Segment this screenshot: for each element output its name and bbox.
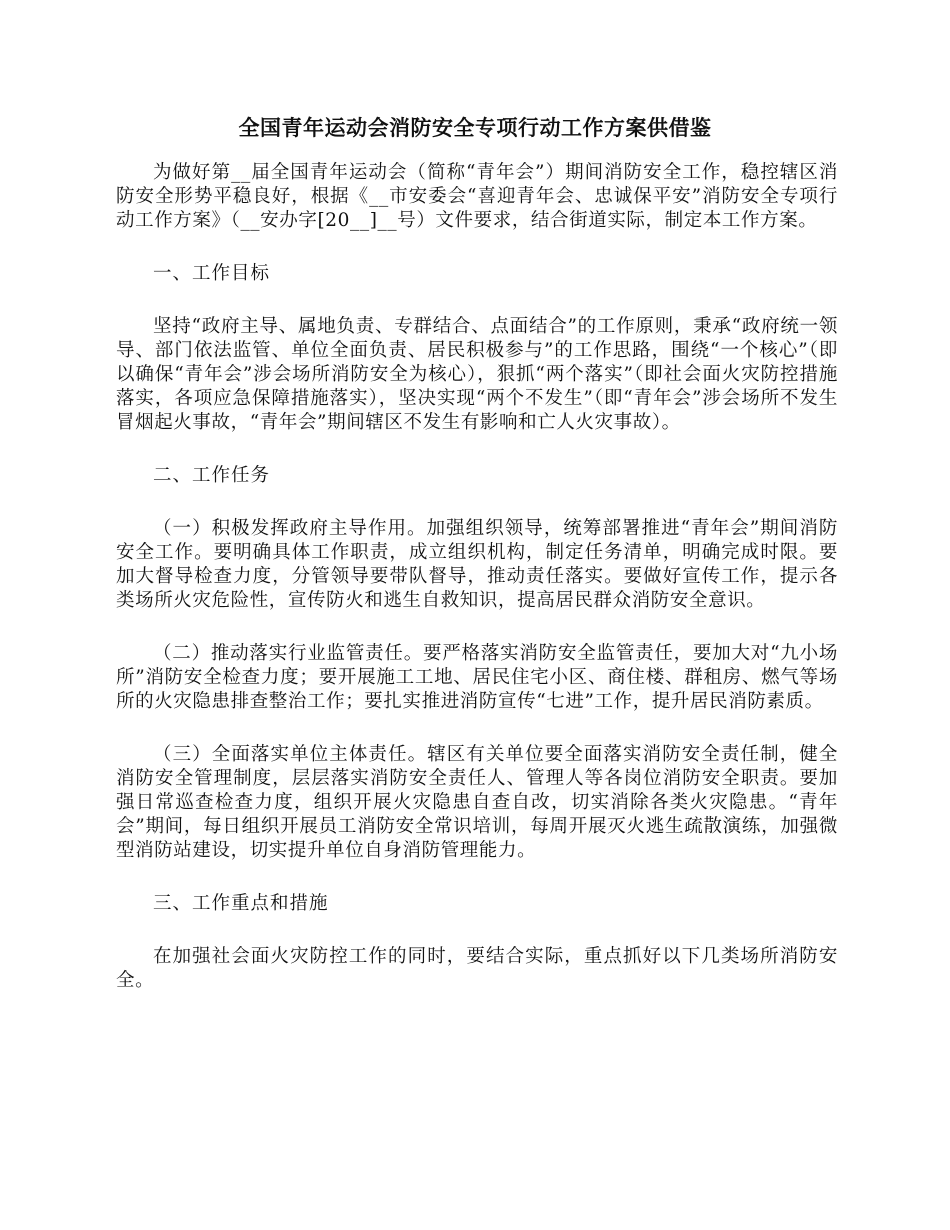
task-paragraph-2: （二）推动落实行业监管责任。要严格落实消防安全监管责任，要加大对“九小场所”消防安全检查力度；要开展施工工地、居民住宅小区、商住楼、群租房、燃气等场所的火灾隐患排查整治工作；要扎实推进消防宣传“七进”工作，提升居民消防素质。 bbox=[116, 643, 838, 712]
document-title: 全国青年运动会消防安全专项行动工作方案供借鉴 bbox=[238, 116, 712, 140]
document-body bbox=[116, 161, 838, 993]
section-heading-measures: 三、工作重点和措施 bbox=[153, 893, 329, 914]
measures-paragraph: 在加强社会面火灾防控工作的同时，要结合实际，重点抓好以下几类场所消防安全。 bbox=[116, 946, 838, 991]
task-paragraph-1: （一）积极发挥政府主导作用。加强组织领导，统筹部署推进“青年会”期间消防安全工作。要明确具体工作职责，成立组织机构，制定任务清单，明确完成时限。要加大督导检查力度，分管领导要带队督导，推动责任落实。要做好宣传工作，提示各类场所火灾危险性，宣传防火和逃生自救知识，提高居民群众消防安全意识。 bbox=[116, 518, 838, 611]
section-heading-tasks: 二、工作任务 bbox=[153, 465, 271, 486]
section-heading-goals: 一、工作目标 bbox=[153, 263, 271, 284]
goals-paragraph: 坚持“政府主导、属地负责、专群结合、点面结合”的工作原则，秉承“政府统一领导、部门依法监管、单位全面负责、居民积极参与”的工作思路，围绕“一个核心”（即以确保“青年会”涉会场所消防安全为核心），狠抓“两个落实”（即社会面火灾防控措施落实，各项应急保障措施落实），坚决实现“两个不发生”（即“青年会”涉会场所不发生冒烟起火事故，“青年会”期间辖区不发生有影响和亡人火灾事故）。 bbox=[116, 316, 838, 433]
intro-paragraph: 为做好第__届全国青年运动会（简称“青年会”）期间消防安全工作，稳控辖区消防安全形势平稳良好，根据《__市安委会“喜迎青年会、忠诚保平安”消防安全专项行动工作方案》（__安办字[20__]__号）文件要求，结合街道实际，制定本工作方案。 bbox=[116, 162, 838, 231]
task-paragraph-3: （三）全面落实单位主体责任。辖区有关单位要全面落实消防安全责任制，健全消防安全管理制度，层层落实消防安全责任人、管理人等各岗位消防安全职责。要加强日常巡查检查力度，组织开展火灾隐患自查自改，切实消除各类火灾隐患。“青年会”期间，每日组织开展员工消防安全常识培训，每周开展灭火逃生疏散演练，加强微型消防站建设，切实提升单位自身消防管理能力。 bbox=[116, 744, 838, 861]
